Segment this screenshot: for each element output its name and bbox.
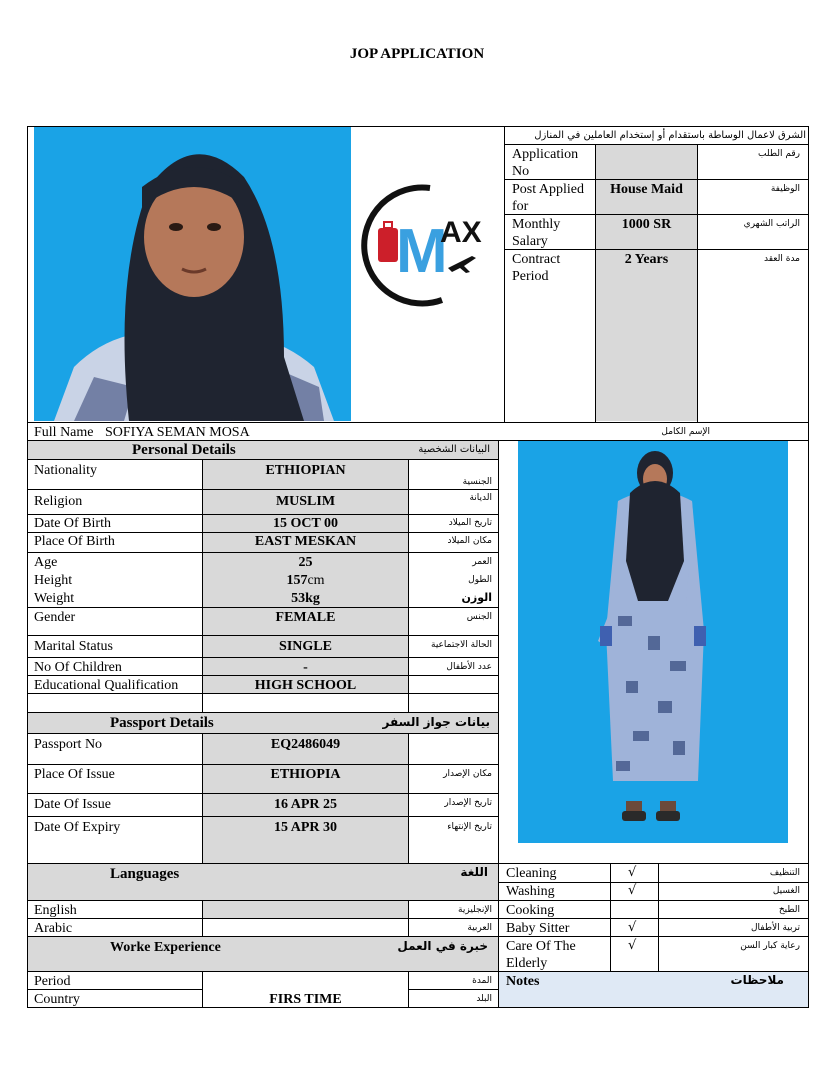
passport-title-ar: بيانات جواز السفر xyxy=(382,715,490,729)
logo-m-text: M xyxy=(396,217,448,286)
table-border xyxy=(408,733,409,864)
marital-ar: الحالة الاجتماعية xyxy=(431,640,492,650)
full-body-photo xyxy=(518,441,788,843)
gender-label: Gender xyxy=(34,610,76,625)
height-label: Height xyxy=(34,573,73,588)
country-label: Country xyxy=(34,992,80,1007)
table-border xyxy=(27,793,499,794)
passport-no-label: Passport No xyxy=(34,737,103,752)
pob-label: Place Of Birth xyxy=(34,534,115,549)
post-value: House Maid xyxy=(610,182,683,197)
languages-title: Languages xyxy=(110,866,180,882)
date-of-expiry-label: Date Of Expiry xyxy=(34,820,121,835)
date-of-issue-label: Date Of Issue xyxy=(34,797,111,812)
notes-ar: ملاحظات xyxy=(730,973,784,987)
date-of-expiry-ar: تاريخ الإنتهاء xyxy=(447,822,492,832)
date-of-issue-ar: تاريخ الإصدار xyxy=(444,798,492,808)
nationality-value: ETHIOPIAN xyxy=(265,463,346,478)
children-value: - xyxy=(303,660,308,675)
application-no-label: Application No xyxy=(512,147,579,179)
skill-washing-check-icon: √ xyxy=(628,883,637,898)
table-border xyxy=(27,552,499,553)
notes-label: Notes xyxy=(506,974,540,989)
arabic-ar: العربية xyxy=(467,923,492,933)
english-label: English xyxy=(34,903,77,918)
experience-title-ar: خبرة في العمل xyxy=(397,939,488,953)
place-of-issue-value: ETHIOPIA xyxy=(270,767,341,782)
country-ar: البلد xyxy=(476,994,492,1004)
table-border xyxy=(27,657,499,658)
skill-babysitter-check-icon: √ xyxy=(628,920,637,935)
logo-ax-text: AX xyxy=(440,216,482,249)
children-label: No Of Children xyxy=(34,660,122,675)
religion-ar: الديانة xyxy=(469,493,492,503)
english-value-bg xyxy=(203,901,408,918)
table-border xyxy=(27,971,499,972)
table-border xyxy=(504,126,505,422)
table-border xyxy=(610,863,611,971)
age-label: Age xyxy=(34,555,58,570)
gender-value: FEMALE xyxy=(275,610,336,625)
nationality-ar: الجنسية xyxy=(462,477,492,487)
gender-ar: الجنس xyxy=(466,612,492,622)
skill-cleaning-ar: التنظيف xyxy=(769,868,800,878)
skill-washing-label: Washing xyxy=(506,884,555,899)
country-value: FIRS TIME xyxy=(269,992,342,1007)
skill-cleaning-label: Cleaning xyxy=(506,866,557,881)
table-border xyxy=(27,918,499,919)
place-of-issue-label: Place Of Issue xyxy=(34,767,115,782)
table-border xyxy=(27,607,499,608)
passport-title: Passport Details xyxy=(110,715,214,731)
table-border xyxy=(498,900,809,901)
marital-value: SINGLE xyxy=(279,639,332,654)
religion-value: MUSLIM xyxy=(275,494,336,509)
weight-ar: الوزن xyxy=(461,591,492,604)
face-photo xyxy=(34,127,351,421)
full-name-label: Full Name xyxy=(34,425,94,440)
skill-washing-ar: الغسيل xyxy=(772,886,800,896)
date-of-issue-value: 16 APR 25 xyxy=(274,797,337,812)
arabic-label: Arabic xyxy=(34,921,73,936)
skill-elderly-label: Care Of The Elderly xyxy=(506,939,576,971)
experience-title: Worke Experience xyxy=(110,940,221,955)
pob-ar: مكان الميلاد xyxy=(447,536,492,546)
weight-value: 53kg xyxy=(291,591,320,606)
table-border xyxy=(27,764,499,765)
nationality-label: Nationality xyxy=(34,463,97,478)
period-ar: المدة xyxy=(472,976,492,986)
salary-label: Monthly Salary xyxy=(512,217,561,249)
height-ar: الطول xyxy=(468,575,492,585)
weight-label: Weight xyxy=(34,591,75,606)
full-name-value: SOFIYA SEMAN MOSA xyxy=(105,425,250,440)
personal-title-ar: البيانات الشخصية xyxy=(418,444,490,455)
skill-babysitter-ar: تربية الأطفال xyxy=(750,923,800,933)
dob-value: 15 OCT 00 xyxy=(272,516,339,531)
children-ar: عدد الأطفال xyxy=(446,662,492,672)
table-border xyxy=(27,489,499,490)
table-border xyxy=(408,989,499,990)
table-border xyxy=(27,635,499,636)
languages-title-ar: اللغة xyxy=(460,865,488,879)
education-label: Educational Qualification xyxy=(34,678,179,693)
religion-label: Religion xyxy=(34,494,83,509)
passport-no-value: EQ2486049 xyxy=(270,737,341,752)
english-ar: الإنجليزية xyxy=(458,905,492,915)
table-border xyxy=(498,440,499,864)
dob-ar: تاريخ الميلاد xyxy=(448,518,492,528)
education-value: HIGH SCHOOL xyxy=(254,678,357,693)
table-border xyxy=(27,422,809,423)
personal-title: Personal Details xyxy=(132,442,236,458)
table-border xyxy=(27,1007,809,1008)
skill-cooking-ar: الطبخ xyxy=(778,905,800,915)
skill-babysitter-label: Baby Sitter xyxy=(506,921,570,936)
age-ar: العمر xyxy=(472,557,492,567)
skill-cooking-label: Cooking xyxy=(506,903,555,918)
table-border xyxy=(27,816,499,817)
skill-elderly-ar: رعاية كبار السن xyxy=(740,941,800,951)
age-value: 25 xyxy=(298,555,313,570)
contract-value: 2 Years xyxy=(624,252,669,267)
contract-ar: مدة العقد xyxy=(764,254,800,264)
skill-elderly-check-icon: √ xyxy=(628,938,637,953)
height-value: 157cm xyxy=(286,573,325,588)
post-ar: الوظيفة xyxy=(770,184,800,194)
date-of-expiry-value: 15 APR 30 xyxy=(274,820,337,835)
table-border xyxy=(697,144,698,422)
period-label: Period xyxy=(34,974,71,989)
agency-header-ar: الشرق لاعمال الوساطة باستقدام أو إستخدام العاملين في المنازل xyxy=(534,130,806,141)
page-title: JOP APPLICATION xyxy=(349,46,485,62)
pob-value: EAST MESKAN xyxy=(254,534,357,549)
application-no-ar: رقم الطلب xyxy=(758,149,800,159)
dob-label: Date Of Birth xyxy=(34,516,111,531)
skill-cleaning-check-icon: √ xyxy=(628,865,637,880)
contract-label: Contract Period xyxy=(512,252,561,284)
table-border xyxy=(808,126,809,1008)
full-name-ar: الإسم الكامل xyxy=(661,427,710,437)
salary-value: 1000 SR xyxy=(621,217,672,232)
place-of-issue-ar: مكان الإصدار xyxy=(443,769,492,779)
agency-logo xyxy=(360,180,490,310)
marital-label: Marital Status xyxy=(34,639,113,654)
post-label: Post Applied for xyxy=(512,182,584,214)
table-border xyxy=(658,863,659,971)
salary-ar: الراتب الشهري xyxy=(743,219,800,229)
